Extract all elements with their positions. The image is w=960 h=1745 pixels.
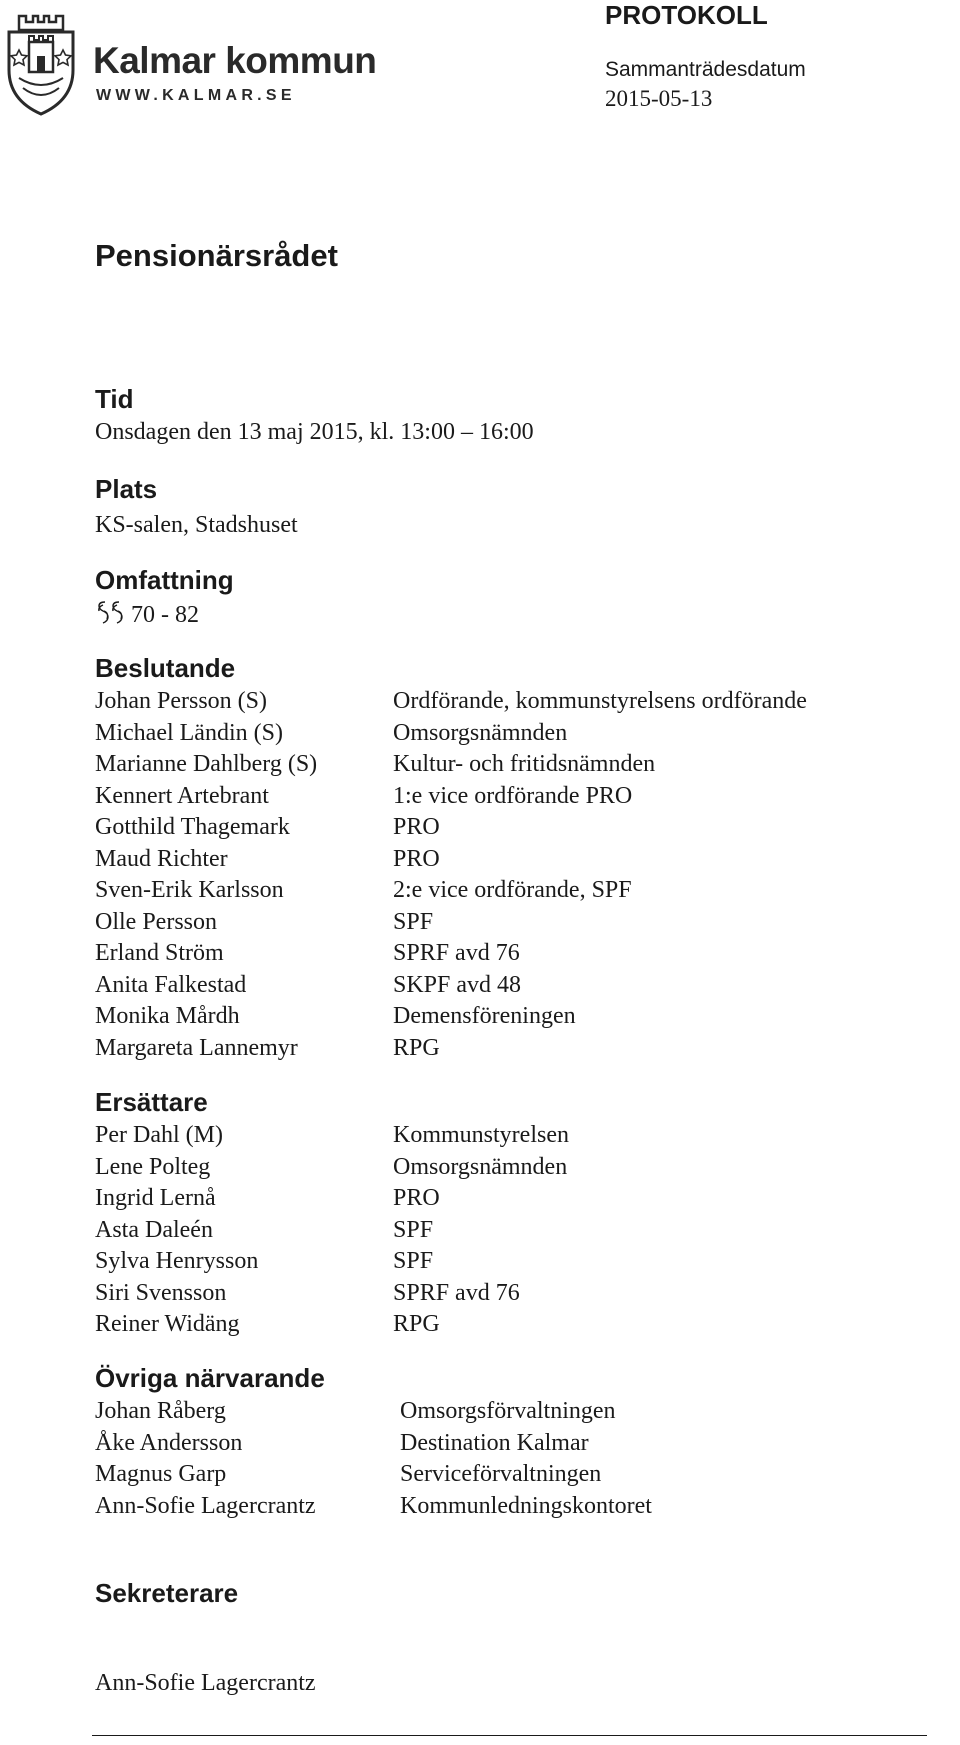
list-item [95,1122,915,1154]
list-item [95,1154,915,1186]
member-role: SKPF avd 48 [393,971,522,998]
member-role: Kultur- och fritidsnämnden [393,751,656,777]
list-item [95,877,915,909]
member-role: Demensföreningen [393,1003,576,1029]
list-item [95,814,915,846]
member-name: Siri Svensson [95,1279,227,1306]
list-item [95,1003,915,1035]
list-item [95,688,915,720]
member-role: 1:e vice ordförande PRO [393,782,633,809]
member-name: Reiner Widäng [95,1311,240,1337]
list-item [95,751,915,783]
scope-value: 70 - 82 [131,602,199,628]
logo-name: Kalmar kommun [93,40,377,81]
member-name: Per Dahl (M) [95,1122,223,1148]
decision-makers-heading: Beslutande [95,653,236,683]
list-item [95,940,915,972]
member-role: RPG [393,1311,440,1337]
list-item [95,783,915,815]
signature-line [92,1735,927,1736]
member-role: Kommunstyrelsen [393,1122,569,1148]
member-name: Anita Falkestad [95,971,247,998]
decision-makers-list [95,688,915,1066]
member-name: Kennert Artebrant [95,782,269,809]
list-item [95,1280,915,1312]
attendee-role: Serviceförvaltningen [400,1461,602,1487]
attendee-role: Omsorgsförvaltningen [400,1398,616,1424]
others-present-list [95,1398,915,1524]
member-role: PRO [393,814,440,840]
member-name: Johan Persson (S) [95,688,267,714]
list-item [95,1311,915,1343]
member-name: Marianne Dahlberg (S) [95,751,318,777]
member-name: Olle Persson [95,908,217,935]
member-name: Sven-Erik Karlsson [95,877,284,903]
list-item [95,1398,915,1430]
list-item [95,846,915,878]
member-role: Ordförande, kommunstyrelsens ordförande [393,688,807,714]
member-name: Margareta Lannemyr [95,1034,298,1061]
time-heading: Tid [95,384,134,414]
substitutes-list [95,1122,915,1343]
member-role: SPRF avd 76 [393,940,520,966]
attendee-role: Destination Kalmar [400,1429,589,1456]
kalmar-coat-of-arms-logo [5,8,77,118]
list-item [95,1185,915,1217]
member-role: RPG [393,1034,440,1061]
member-name: Asta Daleén [95,1216,213,1243]
member-role: Omsorgsnämnden [393,719,568,746]
list-item [95,1248,915,1280]
list-item [95,1461,915,1493]
member-role: Omsorgsnämnden [393,1153,568,1180]
member-name: Erland Ström [95,940,224,966]
member-name: Gotthild Thagemark [95,814,290,840]
attendee-role: Kommunledningskontoret [400,1492,652,1519]
list-item [95,1217,915,1249]
logo-url: WWW.KALMAR.SE [96,87,296,104]
member-role: SPRF avd 76 [393,1279,520,1306]
list-item [95,909,915,941]
attendee-name: Ann-Sofie Lagercrantz [95,1492,316,1519]
meeting-date-label: Sammanträdesdatum [605,58,806,81]
member-name: Lene Polteg [95,1153,211,1180]
scope-heading: Omfattning [95,565,234,595]
member-name: Ingrid Lernå [95,1185,216,1211]
member-role: SPF [393,1248,434,1274]
member-name: Sylva Henrysson [95,1248,259,1274]
attendee-name: Åke Andersson [95,1429,243,1456]
place-heading: Plats [95,474,158,504]
member-name: Maud Richter [95,845,228,872]
list-item [95,720,915,752]
substitutes-heading: Ersättare [95,1087,208,1117]
place-value: KS-salen, Stadshuset [95,512,298,538]
member-role: SPF [393,908,434,935]
section-sign-icon [95,600,125,626]
meeting-date-value: 2015-05-13 [605,86,713,111]
list-item [95,1430,915,1462]
scope-line [95,600,199,629]
document-type: PROTOKOLL [605,0,768,30]
attendee-name: Magnus Garp [95,1461,227,1487]
member-role: PRO [393,845,440,872]
secretary-heading: Sekreterare [95,1578,239,1608]
attendee-name: Johan Råberg [95,1398,226,1424]
others-present-heading: Övriga närvarande [95,1363,325,1393]
member-role: PRO [393,1185,440,1211]
secretary-name: Ann-Sofie Lagercrantz [95,1670,316,1696]
member-name: Monika Mårdh [95,1003,240,1029]
list-item [95,1035,915,1067]
list-item [95,1493,915,1525]
list-item [95,972,915,1004]
time-value: Onsdagen den 13 maj 2015, kl. 13:00 – 16:00 [95,419,534,445]
board-title: Pensionärsrådet [95,238,338,273]
member-role: SPF [393,1216,434,1243]
member-role: 2:e vice ordförande, SPF [393,877,632,903]
member-name: Michael Ländin (S) [95,719,283,746]
